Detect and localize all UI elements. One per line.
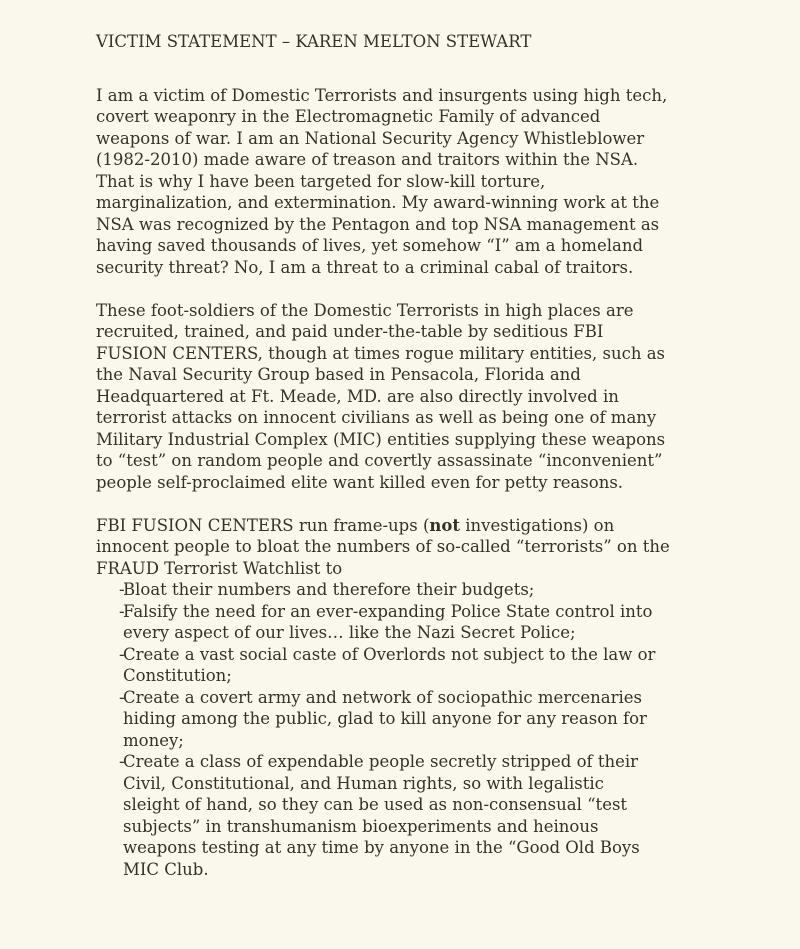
text-line	[123, 859, 640, 881]
text-line	[96, 343, 790, 365]
text-segment: These foot-soldiers of the Domestic Terrorists in high places are	[96, 300, 634, 320]
bullet-dash: -	[119, 687, 125, 707]
list-item	[96, 751, 790, 880]
text-line	[96, 321, 790, 343]
text-segment: having saved thousands of lives, yet somehow “I” am a homeland	[96, 236, 644, 255]
text-line	[96, 472, 790, 494]
text-segment: the Naval Security Group based in Pensacola, Florida and	[96, 365, 581, 384]
text-segment: weapons of war. I am an National Security Agency Whistleblower	[96, 128, 645, 148]
text-line	[123, 837, 640, 859]
text-segment: security threat? No, I am a threat to a criminal cabal of traitors.	[96, 257, 634, 277]
text-line	[96, 257, 790, 279]
text-line	[96, 536, 790, 558]
bullet-text	[123, 687, 647, 752]
bullet-dash: -	[119, 644, 125, 664]
text-segment: hiding among the public, glad to kill anyone for any reason for	[123, 709, 647, 728]
text-line	[96, 364, 790, 386]
text-line	[123, 730, 647, 752]
text-line	[96, 106, 790, 128]
text-line	[123, 644, 655, 666]
text-line	[96, 450, 790, 472]
text-segment: Create a covert army and network of sociopathic mercenaries	[123, 687, 643, 707]
paragraph	[96, 85, 790, 279]
text-line	[123, 601, 652, 623]
bullet-text	[123, 601, 652, 644]
text-line	[123, 687, 647, 709]
text-line	[96, 558, 790, 580]
text-segment: money;	[123, 730, 184, 750]
text-line	[96, 300, 790, 322]
text-segment: investigations) on	[460, 515, 615, 535]
text-line	[96, 407, 790, 429]
text-line	[123, 794, 640, 816]
text-segment: sleight of hand, so they can be used as non-consensual “test	[123, 795, 628, 814]
text-line	[123, 816, 640, 838]
text-segment: Bloat their numbers and therefore their budgets;	[123, 580, 535, 599]
text-segment: Military Industrial Complex (MIC) entities supplying these weapons	[96, 429, 666, 449]
list-item	[96, 644, 790, 687]
paragraph	[96, 515, 790, 580]
text-line	[96, 171, 790, 193]
text-line	[123, 773, 640, 795]
text-line	[96, 192, 790, 214]
text-segment: NSA was recognized by the Pentagon and top NSA management as	[96, 214, 660, 234]
text-segment: Create a class of expendable people secretly stripped of their	[123, 752, 639, 771]
text-segment: FRAUD Terrorist Watchlist to	[96, 558, 343, 578]
list-item	[96, 579, 790, 601]
text-segment: Civil, Constitutional, and Human rights, so with legalistic	[123, 773, 604, 793]
text-segment: every aspect of our lives… like the Nazi Secret Police;	[123, 623, 576, 642]
text-line	[96, 386, 790, 408]
text-line	[96, 214, 790, 236]
text-line	[96, 85, 790, 107]
text-segment: (1982-2010) made aware of treason and traitors within the NSA.	[96, 150, 639, 169]
bullet-dash: -	[119, 752, 125, 771]
text-line	[96, 429, 790, 451]
bullet-text	[123, 644, 655, 687]
text-segment: subjects” in transhumanism bioexperiments and heinous	[123, 816, 599, 836]
text-segment: Create a vast social caste of Overlords not subject to the law or	[123, 644, 656, 664]
text-line	[96, 235, 790, 257]
bullet-list	[96, 579, 790, 880]
text-segment: to “test” on random people and covertly assassinate “inconvenient”	[96, 451, 663, 470]
text-segment: I am a victim of Domestic Terrorists and insurgents using high tech,	[96, 85, 668, 105]
bullet-dash: -	[119, 601, 125, 621]
bullet-text	[123, 579, 534, 601]
list-item	[96, 601, 790, 644]
document-body	[96, 85, 790, 881]
text-segment: covert weaponry in the Electromagnetic Family of advanced	[96, 107, 601, 126]
bullet-text	[123, 751, 640, 880]
text-line	[123, 665, 655, 687]
text-segment: FBI FUSION CENTERS run frame-ups (	[96, 515, 430, 535]
text-line	[123, 622, 652, 644]
text-line	[96, 128, 790, 150]
text-segment: That is why I have been targeted for slow-kill torture,	[96, 171, 546, 191]
text-line	[96, 515, 790, 537]
text-segment: Headquartered at Ft. Meade, MD. are also directly involved in	[96, 386, 619, 406]
text-segment: Constitution;	[123, 666, 232, 685]
text-line	[123, 579, 534, 601]
paragraph	[96, 300, 790, 494]
text-segment: innocent people to bloat the numbers of so-called “terrorists” on the	[96, 537, 670, 556]
text-segment: weapons testing at any time by anyone in the “Good Old Boys	[123, 838, 640, 857]
text-segment: MIC Club.	[123, 859, 209, 879]
text-segment: FUSION CENTERS, though at times rogue military entities, such as	[96, 343, 666, 363]
text-segment: recruited, trained, and paid under-the-table by seditious FBI	[96, 322, 604, 341]
text-segment: people self-proclaimed elite want killed even for petty reasons.	[96, 472, 624, 492]
bold-text: not	[429, 515, 461, 535]
text-segment: marginalization, and extermination. My award-winning work at the	[96, 193, 660, 212]
text-segment: terrorist attacks on innocent civilians as well as being one of many	[96, 408, 657, 427]
text-line	[96, 149, 790, 171]
list-item	[96, 687, 790, 752]
document-title: VICTIM STATEMENT – KAREN MELTON STEWART	[96, 32, 532, 51]
text-line	[123, 708, 647, 730]
text-line	[123, 751, 640, 773]
bullet-dash: -	[119, 580, 125, 599]
text-segment: Falsify the need for an ever-expanding Police State control into	[123, 601, 653, 621]
